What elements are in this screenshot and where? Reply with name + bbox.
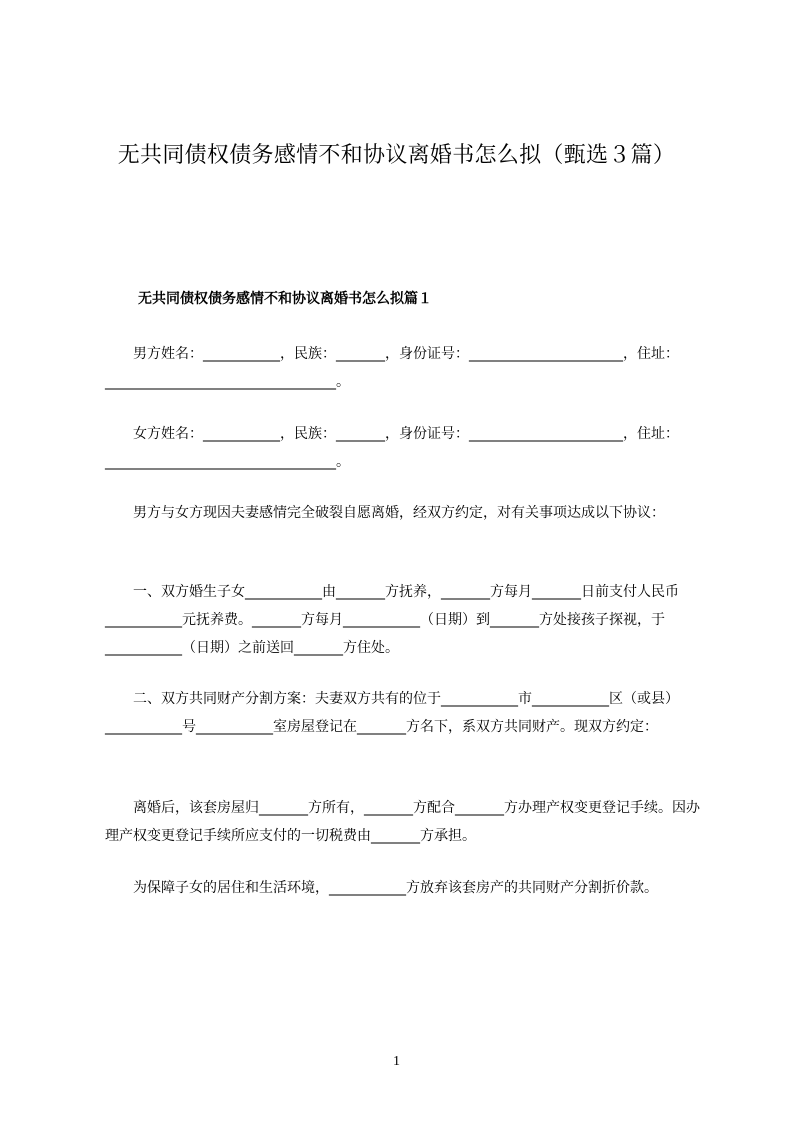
clause-house-ownership: 离婚后，该套房屋归_______方所有，_______方配合_______方办理产权变更登记手续。因办理产权变更登记手续所应支付的一切税费由_______方承担。 <box>105 800 700 844</box>
female-party-info: 女方姓名：___________，民族：_______，身份证号：______________________，住址：_________________________________。 <box>105 426 679 470</box>
clause-child-custody: 一、双方婚生子女___________由_______方抚养，_______方每月_______日前支付人民币___________元抚养费。_______方每月___________（日期）到_______方处接孩子探视，于___________（日期）之前送回_______方住处。 <box>105 584 679 656</box>
clause-property-division: 二、双方共同财产分割方案：夫妻双方共有的位于___________市___________区（或县）___________号___________室房屋登记在_______方名下，系双方共同财产。现双方约定： <box>105 691 679 735</box>
clause-waiver: 为保障子女的居住和生活环境，___________方放弃该套房产的共同财产分割折价款。 <box>105 880 658 896</box>
section-title: 无共同债权债务感情不和协议离婚书怎么拟篇１ <box>138 291 432 307</box>
document-title: 无共同债权债务感情不和协议离婚书怎么拟（甄选３篇） <box>117 143 676 168</box>
page-number: 1 <box>393 1054 400 1069</box>
intro-paragraph: 男方与女方现因夫妻感情完全破裂自愿离婚，经双方约定，对有关事项达成以下协议： <box>105 505 665 521</box>
male-party-info: 男方姓名：___________，民族：_______，身份证号：______________________，住址：_________________________________。 <box>105 346 679 390</box>
